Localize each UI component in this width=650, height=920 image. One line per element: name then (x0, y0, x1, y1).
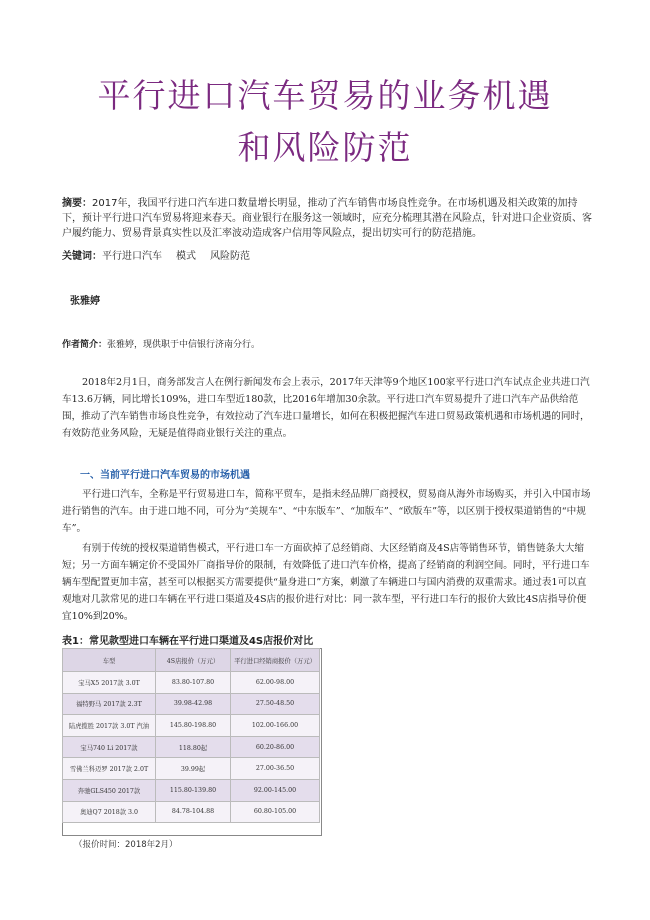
table-row (63, 715, 320, 737)
abstract (62, 196, 592, 241)
keyword: 平行进口汽车 (102, 251, 162, 262)
table-cell: 145.80-198.80 (156, 715, 231, 737)
author-intro-text: 张雅婷，现供职于中信银行济南分行。 (107, 340, 261, 350)
section-heading-1: 一、当前平行进口汽车贸易的市场机遇 (80, 470, 250, 481)
table-cell: 62.00-98.00 (231, 672, 320, 694)
table-cell: 陆虎揽胜 2017款 3.0T 汽油 (63, 715, 156, 737)
table-cell: 宝马X5 2017款 3.0T (63, 672, 156, 694)
table-cell: 60.20-86.00 (231, 736, 320, 758)
price-comparison-table (62, 648, 320, 823)
table-cell: 27.50-48.50 (231, 693, 320, 715)
table-cell: 39.98-42.98 (156, 693, 231, 715)
keywords-label: 关键词： (62, 251, 102, 262)
table-header-cell: 车型 (63, 649, 156, 672)
table-cell: 84.78-104.88 (156, 801, 231, 823)
table-row (63, 801, 320, 823)
title-line-2: 和风险防范 (237, 128, 413, 167)
body-paragraph-2: 平行进口汽车，全称是平行贸易进口车，简称平贸车，是指未经品牌厂商授权，贸易商从海外市场购买，并引入中国市场进行销售的汽车。由于进口地不同，可分为“美规车”、“中东版车”、“加版车”、“欧版车”等，以区别于授权渠道销售的“中规车”。 (62, 489, 591, 534)
table-cell: 115.80-139.80 (156, 779, 231, 801)
abstract-text: 2017年，我国平行进口汽车进口数量增长明显，推动了汽车销售市场良性竞争。在市场机遇及相关政策的加持下，预计平行进口汽车贸易将迎来春天。商业银行在服务这一领域时，应充分梳理其潜在风险点，针对进口企业资质、客户履约能力、贸易背景真实性以及汇率波动造成客户信用等风险点，提出切实可行的防范措施。 (62, 198, 592, 239)
author-intro (62, 337, 260, 350)
table-cell: 39.99起 (156, 758, 231, 780)
table-cell: 102.00-166.00 (231, 715, 320, 737)
table-cell: 奥迪Q7 2018款 3.0 (63, 801, 156, 823)
keyword: 风险防范 (210, 251, 250, 262)
table-cell: 83.80-107.80 (156, 672, 231, 694)
table-cell: 60.80-105.00 (231, 801, 320, 823)
keywords (62, 250, 592, 264)
author-intro-label: 作者简介： (62, 340, 108, 350)
abstract-label: 摘要： (62, 198, 92, 209)
table-row (63, 758, 320, 780)
table-cell: 27.00-36.50 (231, 758, 320, 780)
author-name: 张雅婷 (70, 296, 100, 307)
table-header-cell: 4S店报价（万元） (156, 649, 231, 672)
table-row (63, 736, 320, 758)
body-paragraph-1: 2018年2月1日，商务部发言人在例行新闻发布会上表示，2017年天津等9个地区100家平行进口汽车试点企业共进口汽车13.6万辆，同比增长109%，进口车型近180款，比2016年增加30余款。平行进口汽车贸易提升了进口汽车产品供给范围，推动了汽车销售市场良性竞争，有效拉动了汽车进口量增长，如何在积极把握汽车进口贸易政策机遇和市场机遇的同时，有效防范业务风险，无疑是值得商业银行关注的重点。 (62, 377, 590, 439)
table-row (63, 693, 320, 715)
table-caption: 表1：常见款型进口车辆在平行进口渠道及4S店报价对比 (62, 636, 314, 647)
title-line-1: 平行进口汽车贸易的业务机遇 (97, 76, 553, 115)
table-cell: 雪佛兰科迈罗 2017款 2.0T (63, 758, 156, 780)
table-header-cell: 平行进口经销商报价（万元） (231, 649, 320, 672)
table-cell: 福特野马 2017款 2.3T (63, 693, 156, 715)
table-row (63, 672, 320, 694)
keyword: 模式 (176, 251, 196, 262)
price-time-note: （报价时间：2018年2月） (74, 840, 178, 850)
body-paragraph-3: 有别于传统的授权渠道销售模式，平行进口车一方面砍掉了总经销商、大区经销商及4S店等销售环节，销售链条大大缩短；另一方面车辆定价不受国外厂商指导价的限制，有效降低了进口汽车价格，提高了经销商的利润空间。同时，平行进口车辆车型配置更加丰富，甚至可以根据买方需要提供“量身进口”方案，刺激了车辆进口与国内消费的双重需求。通过表1可以直观地对几款常见的进口车辆在平行进口渠道及4S店的报价进行对比：同一款车型，平行进口车行的报价大致比4S店指导价便宜10%到20%。 (62, 543, 590, 622)
table-row (63, 779, 320, 801)
table-header-row (63, 649, 320, 672)
table-cell: 宝马740 Li 2017款 (63, 736, 156, 758)
table-cell: 118.80起 (156, 736, 231, 758)
table-cell: 92.00-145.00 (231, 779, 320, 801)
table-cell: 奔驰GLS450 2017款 (63, 779, 156, 801)
